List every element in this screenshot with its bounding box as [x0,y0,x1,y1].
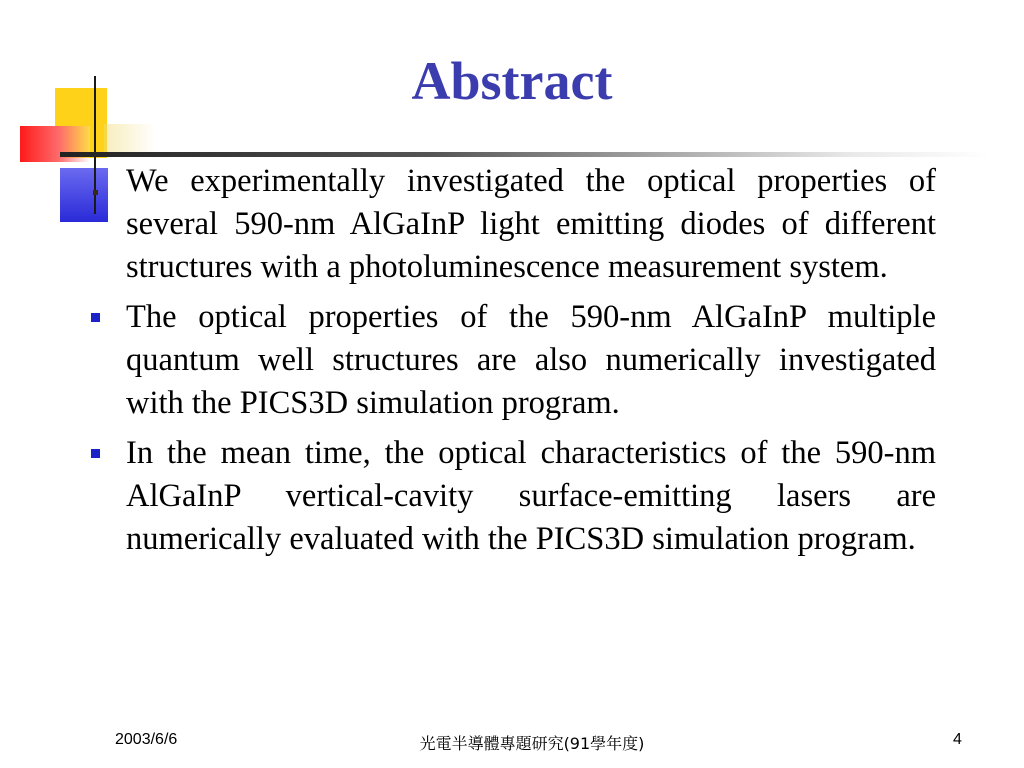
footer-date: 2003/6/6 [115,731,178,748]
footer-page-number: 4 [953,731,962,748]
bullet-square-icon [91,449,100,458]
title-underline [60,152,990,157]
decorative-blue-block [60,168,108,222]
bullet-list [126,160,936,568]
slide-title: Abstract [411,51,613,111]
bullet-item [126,296,936,425]
bullet-item [126,432,936,561]
bullet-item [126,160,936,289]
decorative-fade-block [104,124,156,152]
footer-course-title: 光電半導體專題研究(91學年度) [419,734,645,753]
bullet-square-icon [93,190,98,195]
bullet-text: In the mean time, the optical characteristics of the 590-nm AlGaInP vertical-cavity surface-emitting lasers are numerically evaluated with the PICS3D simulation program. [126,435,936,557]
bullet-text: We experimentally investigated the optical properties of several 590-nm AlGaInP light emitting diodes of different structures with a photoluminescence measurement system. [126,163,936,285]
bullet-square-icon [91,313,100,322]
bullet-text: The optical properties of the 590-nm AlGaInP multiple quantum well structures are also numerically investigated with the PICS3D simulation program. [126,299,936,421]
